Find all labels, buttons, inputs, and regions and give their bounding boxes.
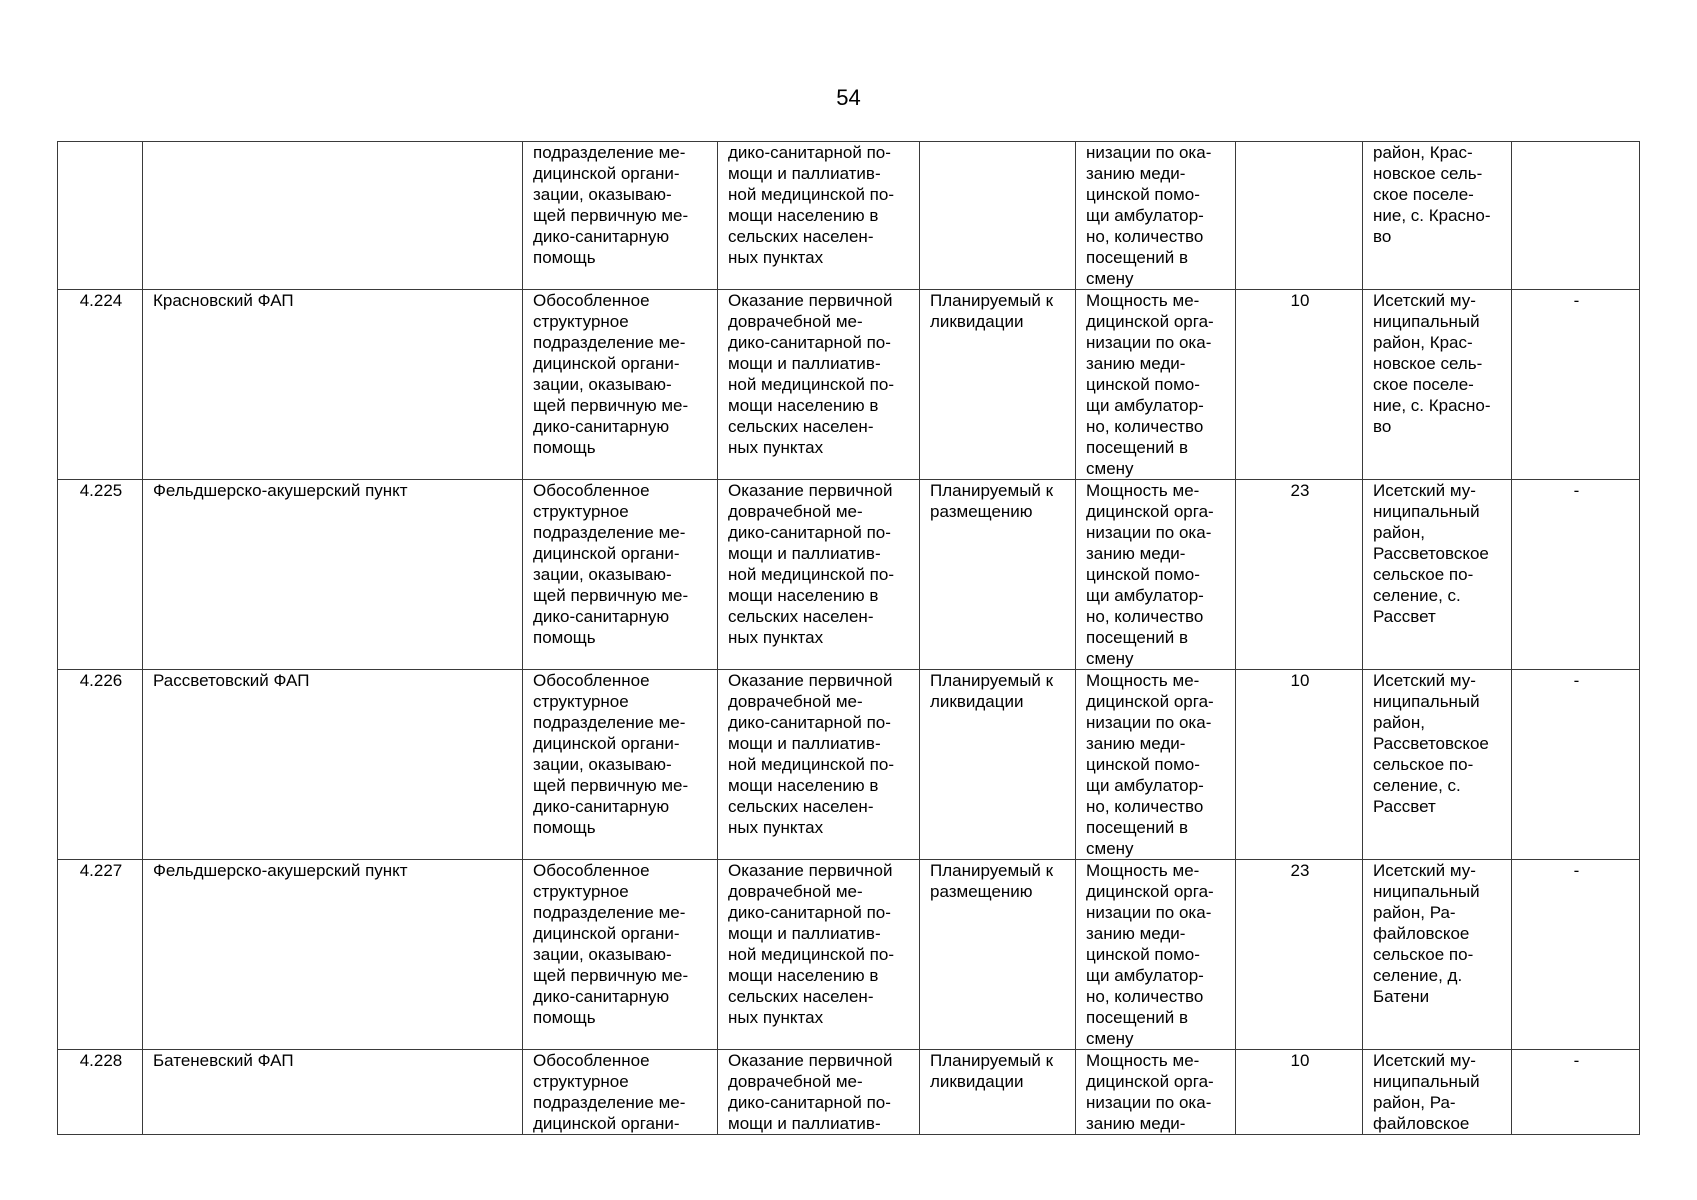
table-row: [58, 860, 1640, 1050]
cell-location: Исетский му- ниципальный район, Крас- новское сель- ское поселе- ние, с. Красно- во: [1363, 290, 1512, 480]
cell-location: Исетский му- ниципальный район, Ра- файловское сельское по- селение, д. Батени: [1363, 860, 1512, 1050]
table-row-continuation: [58, 142, 1640, 290]
cell-type: подразделение ме- дицинской органи- зации, оказываю- щей первичную ме- дико-санитарную помощь: [523, 142, 718, 290]
cell-purpose: Оказание первичной доврачебной ме- дико-санитарной по- мощи и паллиатив-: [718, 1050, 920, 1135]
cell-name: [143, 142, 523, 290]
cell-name: Батеневский ФАП: [143, 1050, 523, 1135]
cell-indicator: Мощность ме- дицинской орга- низации по ока- занию меди-: [1076, 1050, 1236, 1135]
cell-capacity: 23: [1236, 860, 1363, 1050]
cell-indicator: Мощность ме- дицинской орга- низации по ока- занию меди- цинской помо- щи амбулатор- но, количество посещений в смену: [1076, 670, 1236, 860]
cell-purpose: Оказание первичной доврачебной ме- дико-санитарной по- мощи и паллиатив- ной медицинской по- мощи населению в сельских населен- ных пунктах: [718, 860, 920, 1050]
cell-status: Планируемый к размещению: [920, 480, 1076, 670]
table-row-partial: [58, 1050, 1640, 1135]
cell-status: Планируемый к ликвидации: [920, 1050, 1076, 1135]
cell-capacity: [1236, 142, 1363, 290]
cell-zone: -: [1512, 860, 1640, 1050]
cell-zone: -: [1512, 290, 1640, 480]
cell-type: Обособленное структурное подразделение ме- дицинской органи- зации, оказываю- щей первичную ме- дико-санитарную помощь: [523, 670, 718, 860]
cell-name: Фельдшерско-акушерский пункт: [143, 860, 523, 1050]
cell-capacity: 23: [1236, 480, 1363, 670]
facilities-table: [57, 141, 1640, 1135]
table-row: [58, 670, 1640, 860]
cell-purpose: Оказание первичной доврачебной ме- дико-санитарной по- мощи и паллиатив- ной медицинской по- мощи населению в сельских населен- ных пунктах: [718, 480, 920, 670]
cell-name: Рассветовский ФАП: [143, 670, 523, 860]
cell-location: район, Крас- новское сель- ское поселе- ние, с. Красно- во: [1363, 142, 1512, 290]
cell-capacity: 10: [1236, 1050, 1363, 1135]
cell-zone: -: [1512, 1050, 1640, 1135]
cell-status: [920, 142, 1076, 290]
cell-type: Обособленное структурное подразделение ме- дицинской органи- зации, оказываю- щей первичную ме- дико-санитарную помощь: [523, 290, 718, 480]
cell-indicator: Мощность ме- дицинской орга- низации по ока- занию меди- цинской помо- щи амбулатор- но, количество посещений в смену: [1076, 480, 1236, 670]
cell-purpose: Оказание первичной доврачебной ме- дико-санитарной по- мощи и паллиатив- ной медицинской по- мощи населению в сельских населен- ных пунктах: [718, 290, 920, 480]
cell-indicator: Мощность ме- дицинской орга- низации по ока- занию меди- цинской помо- щи амбулатор- но, количество посещений в смену: [1076, 860, 1236, 1050]
cell-purpose: дико-санитарной по- мощи и паллиатив- ной медицинской по- мощи населению в сельских населен- ных пунктах: [718, 142, 920, 290]
table-row: [58, 480, 1640, 670]
cell-number: [58, 142, 143, 290]
cell-type: Обособленное структурное подразделение ме- дицинской органи-: [523, 1050, 718, 1135]
cell-type: Обособленное структурное подразделение ме- дицинской органи- зации, оказываю- щей первичную ме- дико-санитарную помощь: [523, 480, 718, 670]
cell-number: 4.228: [58, 1050, 143, 1135]
table-row: [58, 290, 1640, 480]
cell-status: Планируемый к размещению: [920, 860, 1076, 1050]
cell-capacity: 10: [1236, 290, 1363, 480]
page-number: 54: [836, 85, 861, 110]
cell-location: Исетский му- ниципальный район, Рассветовское сельское по- селение, с. Рассвет: [1363, 670, 1512, 860]
cell-number: 4.225: [58, 480, 143, 670]
cell-name: Красновский ФАП: [143, 290, 523, 480]
cell-status: Планируемый к ликвидации: [920, 290, 1076, 480]
cell-indicator: Мощность ме- дицинской орга- низации по ока- занию меди- цинской помо- щи амбулатор- но, количество посещений в смену: [1076, 290, 1236, 480]
cell-zone: [1512, 142, 1640, 290]
cell-number: 4.226: [58, 670, 143, 860]
cell-type: Обособленное структурное подразделение ме- дицинской органи- зации, оказываю- щей первичную ме- дико-санитарную помощь: [523, 860, 718, 1050]
cell-zone: -: [1512, 670, 1640, 860]
cell-number: 4.227: [58, 860, 143, 1050]
cell-location: Исетский му- ниципальный район, Ра- файловское: [1363, 1050, 1512, 1135]
cell-indicator: низации по ока- занию меди- цинской помо- щи амбулатор- но, количество посещений в смену: [1076, 142, 1236, 290]
cell-purpose: Оказание первичной доврачебной ме- дико-санитарной по- мощи и паллиатив- ной медицинской по- мощи населению в сельских населен- ных пунктах: [718, 670, 920, 860]
cell-name: Фельдшерско-акушерский пункт: [143, 480, 523, 670]
cell-status: Планируемый к ликвидации: [920, 670, 1076, 860]
cell-capacity: 10: [1236, 670, 1363, 860]
cell-number: 4.224: [58, 290, 143, 480]
cell-location: Исетский му- ниципальный район, Рассветовское сельское по- селение, с. Рассвет: [1363, 480, 1512, 670]
cell-zone: -: [1512, 480, 1640, 670]
